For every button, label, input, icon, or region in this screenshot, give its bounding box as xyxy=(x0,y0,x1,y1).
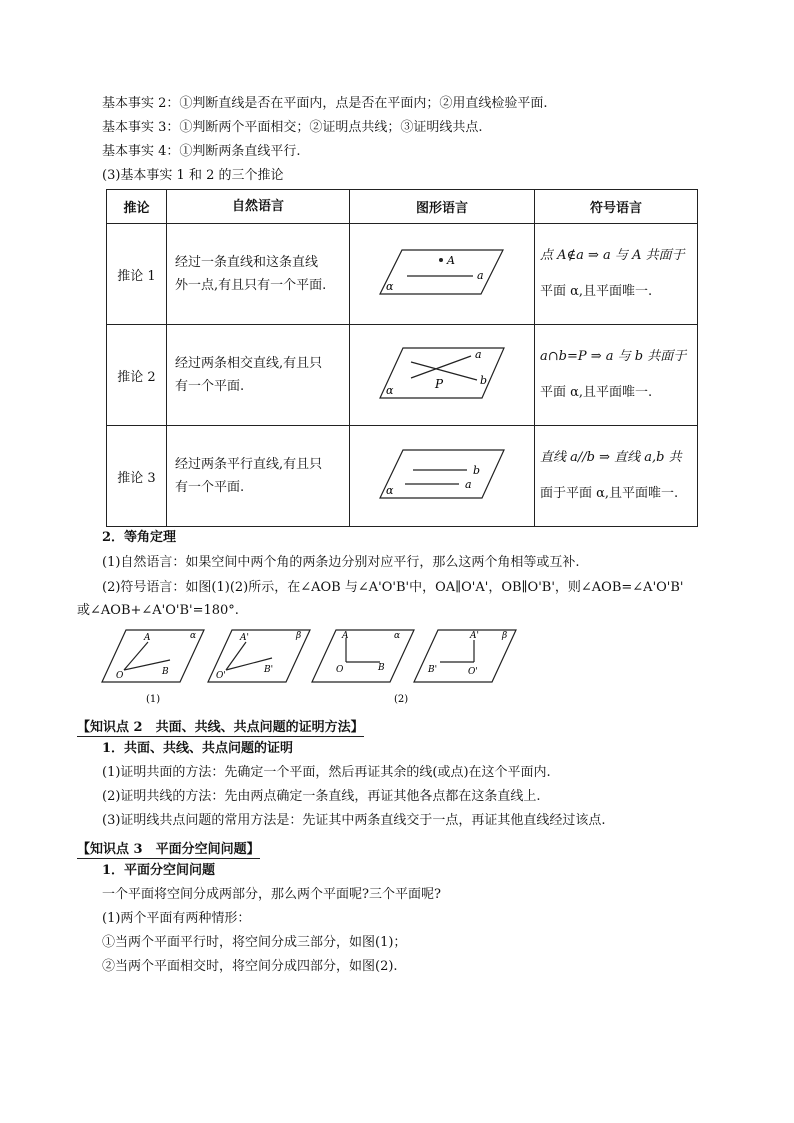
equal-angle-figures xyxy=(98,626,518,706)
kp3-item-1: (1)两个平面有两种情形： xyxy=(102,911,251,926)
svg-text:A: A xyxy=(144,633,151,643)
label-a: a xyxy=(475,348,482,361)
symbol-text: 面于平面 α,且平面唯一. xyxy=(540,486,679,501)
plane-point-line-figure xyxy=(377,246,507,298)
figure-cell xyxy=(350,224,535,325)
kp3-question: 一个平面将空间分成两部分，那么两个平面呢?三个平面呢? xyxy=(102,887,441,902)
figure-cell xyxy=(350,325,535,426)
symbol-text: 平面 α,且平面唯一. xyxy=(540,385,653,400)
natural-text: 外一点,有且只有一个平面. xyxy=(175,278,327,293)
line-a xyxy=(411,356,471,378)
natural-language-cell xyxy=(167,325,350,426)
svg-text:B: B xyxy=(378,663,385,673)
knowledge-point-2-title: 【知识点 2 共面、共线、共点问题的证明方法】 xyxy=(77,716,364,737)
symbol-language-cell xyxy=(535,426,698,527)
natural-text: 经过两条平行直线,有且只 xyxy=(175,457,323,472)
fact2-line: 基本事实 2：①判断直线是否在平面内，点是否在平面内；②用直线检验平面. xyxy=(102,96,548,111)
angle-figure-3 xyxy=(312,630,414,682)
svg-text:B': B' xyxy=(428,665,438,675)
natural-text: 经过两条相交直线,有且只 xyxy=(175,356,323,371)
label-a: a xyxy=(477,269,484,282)
plane-intersecting-lines-figure xyxy=(377,344,507,402)
svg-text:O': O' xyxy=(468,667,478,677)
fact4-line: 基本事实 4：①判断两条直线平行. xyxy=(102,144,301,159)
section2-natural: (1)自然语言：如果空间中两个角的两条边分别对应平行，那么这两个角相等或互补. xyxy=(102,555,580,570)
label-A: A xyxy=(447,254,455,267)
header-cell: 图形语言 xyxy=(350,190,535,224)
row-name: 推论 3 xyxy=(107,426,167,527)
symbol-text: 点 A∉a ⇒ a 与 A 共面于 xyxy=(540,248,685,263)
header-cell: 自然语言 xyxy=(167,190,350,224)
kp2-item-2: (2)证明共线的方法：先由两点确定一条直线，再证其他各点都在这条直线上. xyxy=(102,789,541,804)
svg-text:O: O xyxy=(336,665,344,675)
figure-cell xyxy=(350,426,535,527)
point-a xyxy=(439,258,443,262)
plane-parallel-lines-figure xyxy=(377,446,507,502)
symbol-text: a∩b=P ⇒ a 与 b 共面于 xyxy=(540,349,687,364)
label-b: b xyxy=(473,464,481,477)
svg-text:β: β xyxy=(502,631,508,641)
row-name: 推论 1 xyxy=(107,224,167,325)
natural-text: 有一个平面. xyxy=(175,480,245,495)
svg-text:O': O' xyxy=(216,671,226,681)
svg-text:A': A' xyxy=(240,633,249,643)
kp2-item-3: (3)证明线共点问题的常用方法是：先证其中两条直线交于一点，再证其他直线经过该点. xyxy=(102,813,606,828)
table-header-row xyxy=(107,190,698,224)
svg-text:A': A' xyxy=(470,631,479,641)
natural-language-cell xyxy=(167,426,350,527)
plane-shape xyxy=(380,250,503,294)
svg-text:B': B' xyxy=(264,665,274,675)
natural-language-cell xyxy=(167,224,350,325)
line-b xyxy=(411,362,477,380)
natural-text: 经过一条直线和这条直线 xyxy=(175,255,319,270)
section2-symbol-2: 或∠AOB+∠A'O'B'=180°. xyxy=(77,603,239,618)
angle-figure-4 xyxy=(414,630,516,682)
svg-text:A: A xyxy=(342,631,349,641)
section2-title: 2．等角定理 xyxy=(102,530,177,545)
angle-figure-2 xyxy=(208,630,310,682)
kp2-item-1: (1)证明共面的方法：先确定一个平面，然后再证其余的线(或点)在这个平面内. xyxy=(102,765,551,780)
label-alpha: α xyxy=(386,280,394,293)
fact3-line: 基本事实 3：①判断两个平面相交；②证明点共线；③证明线共点. xyxy=(102,120,483,135)
kp3-item-3: ②当两个平面相交时，将空间分成四部分，如图(2). xyxy=(102,959,398,974)
label-P: P xyxy=(435,377,444,391)
symbol-language-cell xyxy=(535,325,698,426)
knowledge-point-3-title: 【知识点 3 平面分空间问题】 xyxy=(77,838,260,859)
svg-text:O: O xyxy=(116,671,124,681)
label-a: a xyxy=(465,478,472,491)
kp3-item-2: ①当两个平面平行时，将空间分成三部分，如图(1)； xyxy=(102,935,407,950)
natural-text: 有一个平面. xyxy=(175,379,245,394)
section2-symbol-1: (2)符号语言：如图(1)(2)所示，在∠AOB 与∠A'O'B'中，OA∥O'A'，OB∥O'B'，则∠AOB=∠A'O'B' xyxy=(102,580,684,595)
plane-shape xyxy=(380,450,504,498)
caption-1: (1) xyxy=(146,694,161,705)
row-name: 推论 2 xyxy=(107,325,167,426)
table-row xyxy=(107,224,698,325)
header-cell: 推论 xyxy=(107,190,167,224)
label-b: b xyxy=(480,374,488,387)
symbol-text: 直线 a//b ⇒ 直线 a,b 共 xyxy=(540,450,682,465)
header-cell: 符号语言 xyxy=(535,190,698,224)
table-row xyxy=(107,325,698,426)
angle-figure-1 xyxy=(102,630,204,682)
corollary-table xyxy=(106,189,698,527)
svg-text:α: α xyxy=(394,631,401,641)
caption-2: (2) xyxy=(394,694,409,705)
kp3-subtitle: 1．平面分空间问题 xyxy=(102,863,216,878)
svg-text:α: α xyxy=(190,631,197,641)
symbol-text: 平面 α,且平面唯一. xyxy=(540,284,653,299)
label-alpha: α xyxy=(386,484,394,497)
svg-text:B: B xyxy=(162,667,169,677)
label-alpha: α xyxy=(386,384,394,397)
symbol-language-cell xyxy=(535,224,698,325)
kp2-subtitle: 1．共面、共线、共点问题的证明 xyxy=(102,741,294,756)
table-row xyxy=(107,426,698,527)
corollary-heading: (3)基本事实 1 和 2 的三个推论 xyxy=(102,168,284,183)
svg-text:β: β xyxy=(296,631,302,641)
